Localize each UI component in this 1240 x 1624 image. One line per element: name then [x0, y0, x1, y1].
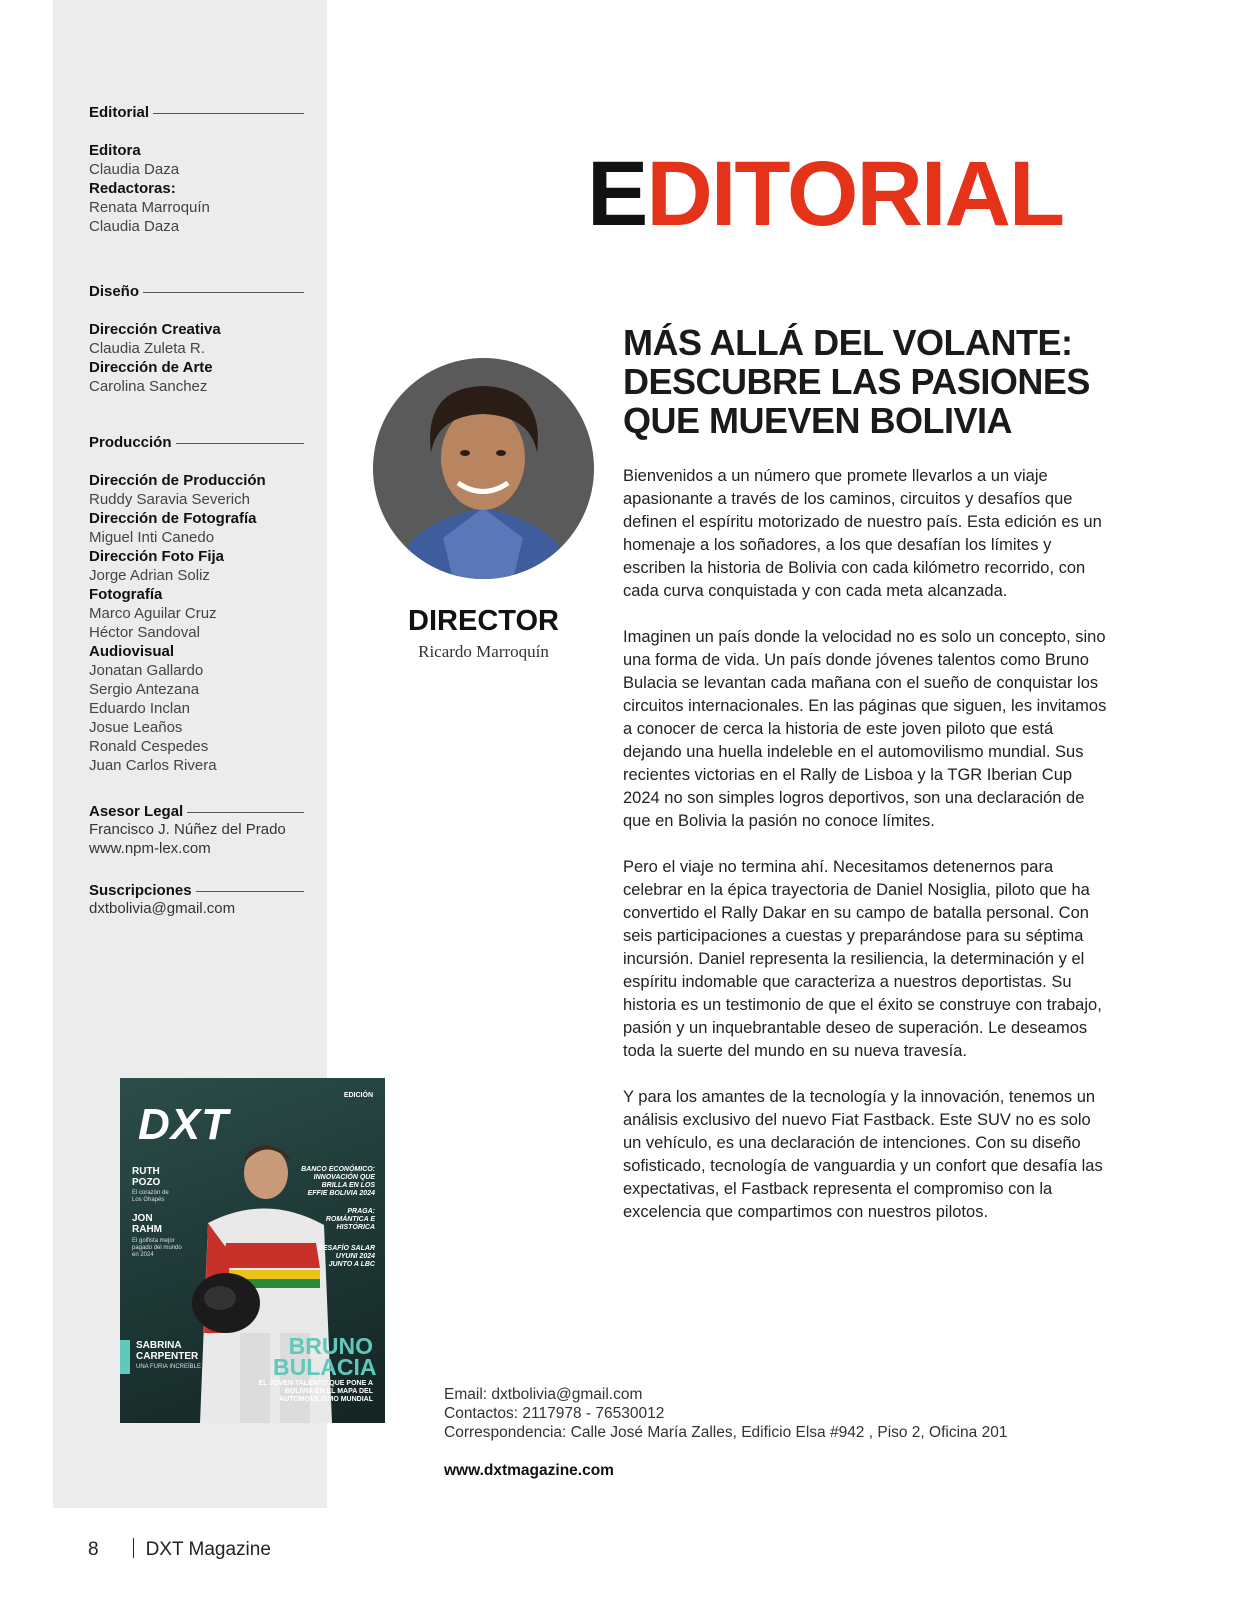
- article-paragraph: Bienvenidos a un número que promete llevarlos a un viaje apasionante a través de los caminos, circuitos y desafíos que definen el espíritu motorizado de nuestro país. Esta edición es un homenaje a los soñadores, a los que desafían los límites y escriben la historia de Bolivia con cada kilómetro recorrido, con cada curva conquistada y con cada meta alcanzada.: [623, 467, 1102, 600]
- credit-entry: Dirección Foto Fija Jorge Adrian Soliz: [89, 548, 225, 584]
- credits-diseno: [89, 283, 304, 396]
- article-paragraph: Pero el viaje no termina ahí. Necesitamos detenernos para celebrar en la épica trayectoria de Daniel Nosiglia, piloto que ha convertido el Rally Dakar en su campo de batalla personal. Con seis participaciones a cuestas y preparándose para su séptima incursión. Daniel representa la resiliencia, la determinación y el espíritu indomable que caracteriza a nuestros deportistas. Su historia es un testimonio de que el éxito se construye con trabajo, pasión y un inquebrantable deseo de superación. Le deseamos toda la suerte del mundo en su nueva travesía.: [623, 858, 1102, 1060]
- cover-edition: EDICIÓN: [343, 1092, 373, 1099]
- director-label: DIRECTOR: [408, 605, 559, 637]
- page-footer: [88, 1538, 271, 1561]
- section-heading: Suscripciones: [89, 882, 304, 899]
- credits-asesor-legal: Asesor Legal Francisco J. Núñez del Prado www.npm-lex.com: [89, 803, 304, 858]
- contact-phones: Contactos: 2117978 - 76530012: [444, 1405, 665, 1422]
- magazine-name: DXT Magazine: [145, 1539, 271, 1560]
- divider: [153, 113, 304, 114]
- credit-entry: Dirección de Arte Carolina Sanchez: [89, 359, 213, 395]
- article-headline: MÁS ALLÁ DEL VOLANTE: DESCUBRE LAS PASIONES QUE MUEVEN BOLIVIA: [623, 322, 1090, 441]
- cover-logo: DXT: [138, 1100, 229, 1149]
- legal-website-link[interactable]: www.npm-lex.com: [89, 840, 211, 857]
- article-body: [623, 465, 1108, 1247]
- cover-accent-bar: [120, 1340, 130, 1374]
- subscription-email-link[interactable]: dxtbolivia@gmail.com: [89, 900, 236, 917]
- divider: [176, 443, 304, 444]
- contact-block: [444, 1385, 1007, 1442]
- credits-suscripciones: [89, 882, 304, 918]
- page-title: EDITORIAL: [587, 143, 1064, 245]
- credit-entry: Audiovisual Jonatan Gallardo Sergio Antezana Eduardo Inclan Josue Leaños Ronald Cespedes Juan Carlos Rivera: [89, 643, 217, 774]
- credit-entry: Dirección Creativa Claudia Zuleta R.: [89, 321, 221, 357]
- director-name: Ricardo Marroquín: [418, 642, 549, 661]
- credit-entry: Redactoras: Renata Marroquín Claudia Daza: [89, 180, 210, 235]
- section-heading: Editorial: [89, 104, 304, 121]
- article-paragraph: Imaginen un país donde la velocidad no es solo un concepto, sino una forma de vida. Un país donde jóvenes talentos como Bruno Bulacia se levantan cada mañana con el sueño de conquistar los circuitos internacionales. En las páginas que siguen, les invitamos a conocer de cerca la historia de este joven piloto que está dejando una huella indeleble en el automovilismo mundial. Sus recientes victorias en el Rally de Lisboa y la TGR Iberian Cup 2024 no son simples logros deportivos, son una declaración de que en Bolivia la pasión no conoce límites.: [623, 628, 1107, 830]
- footer-divider: [133, 1538, 134, 1558]
- divider: [143, 292, 304, 293]
- cover-headline: BRUNO BULACIA: [273, 1333, 377, 1380]
- divider: [196, 891, 304, 892]
- contact-email[interactable]: Email: dxtbolivia@gmail.com: [444, 1386, 643, 1403]
- credit-entry: Dirección de Producción Ruddy Saravia Severich: [89, 472, 266, 508]
- page-number: 8: [88, 1539, 99, 1560]
- section-heading: Asesor Legal: [89, 803, 304, 820]
- credit-entry: Dirección de Fotografía Miguel Inti Canedo: [89, 510, 257, 546]
- magazine-cover-image: DXT EDICIÓN RUTH POZO El corazón de Los Ghapés JON RAHM El golfista mejor pagado del mundo en 2024 BANCO ECONÓMICO: INNOVACIÓN QUE BRILLA EN LOS EFFIE BOLIVIA 2024 PRAGA: ROMÁNTICA E HISTÓRICA DESAFÍO SALAR UYUNI 2024 JUNTO A LBC SABRINA CARPENTER UNA FURIA INCREÍBLE BRUNO BULACIA EL JOVEN TALENTO QUE PONE A BOLIVIA EN EL MAPA DEL AUTOMOVILISMO MUNDIAL: [120, 1078, 385, 1423]
- credit-entry: Editora Claudia Daza: [89, 142, 180, 178]
- divider: [187, 812, 304, 813]
- section-heading: Diseño: [89, 283, 304, 300]
- credit-entry: Fotografía Marco Aguilar Cruz Héctor Sandoval: [89, 586, 217, 641]
- section-heading: Producción: [89, 434, 304, 451]
- credits-produccion: [89, 434, 304, 775]
- contact-address: Correspondencia: Calle José María Zalles, Edificio Elsa #942 , Piso 2, Oficina 201: [444, 1424, 1008, 1441]
- credits-editorial: [89, 104, 304, 236]
- director-portrait: [373, 358, 594, 579]
- website-link[interactable]: www.dxtmagazine.com: [444, 1462, 614, 1479]
- article-paragraph: Y para los amantes de la tecnología y la innovación, tenemos un análisis exclusivo del nuevo Fiat Fastback. Este SUV no es solo un vehículo, es una declaración de intenciones. Con su diseño sofisticado, tecnología de vanguardia y un confort que desafía las expectativas, el Fastback representa el compromiso con la excelencia que compartimos con nuestros pilotos.: [623, 1088, 1103, 1221]
